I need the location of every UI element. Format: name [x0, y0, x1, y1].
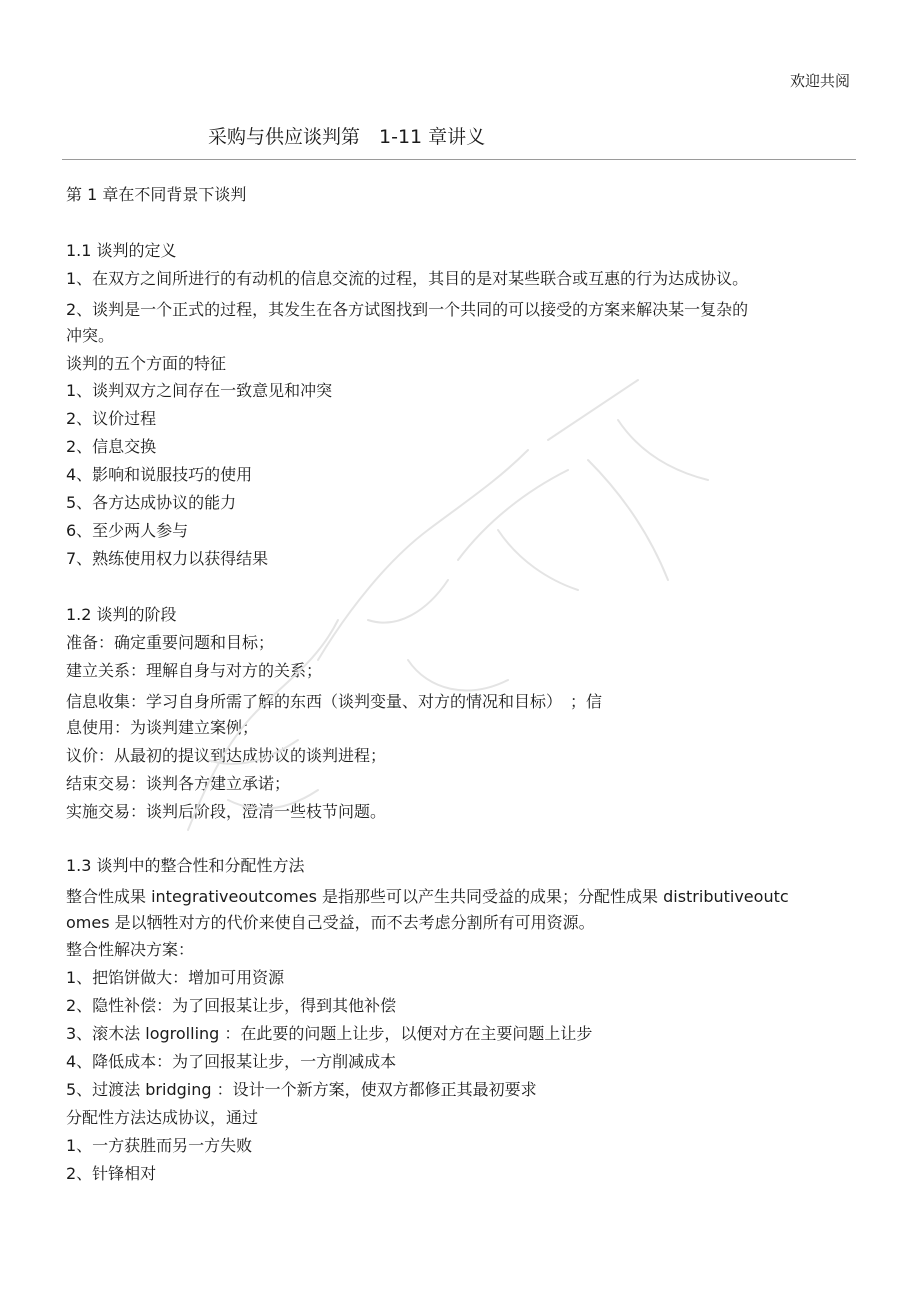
- subheading: 整合性解决方案：: [66, 940, 195, 959]
- text-line: 冲突。: [66, 326, 115, 345]
- header-note: 欢迎共阅: [789, 72, 850, 90]
- text-line: 结束交易：谈判各方建立承诺；: [66, 774, 291, 793]
- text-line: 1、在双方之间所进行的有动机的信息交流的过程，其目的是对某些联合或互惠的行为达成协议。: [66, 269, 749, 288]
- list-item: 4、影响和说服技巧的使用: [66, 465, 253, 484]
- chapter-heading: 第 1 章在不同背景下谈判: [66, 185, 247, 204]
- text-line: 信息收集：学习自身所需了解的东西（谈判变量、对方的情况和目标） ；信: [66, 692, 603, 711]
- text-line: 准备：确定重要问题和目标；: [66, 633, 275, 652]
- text-line: omes 是以牺牲对方的代价来使自己受益，而不去考虑分割所有可用资源。: [66, 913, 595, 932]
- list-item: 4、降低成本：为了回报某让步，一方削减成本: [66, 1052, 397, 1071]
- section-heading-1-1: 1.1 谈判的定义: [66, 241, 177, 260]
- text-line: 2、谈判是一个正式的过程，其发生在各方试图找到一个共同的可以接受的方案来解决某一复杂的: [66, 300, 749, 319]
- list-item: 2、议价过程: [66, 409, 157, 428]
- list-item: 2、隐性补偿：为了回报某让步，得到其他补偿: [66, 996, 397, 1015]
- list-item: 2、信息交换: [66, 437, 157, 456]
- subheading: 分配性方法达成协议，通过: [66, 1108, 259, 1127]
- list-item: 7、熟练使用权力以获得结果: [66, 549, 269, 568]
- text-line: 建立关系：理解自身与对方的关系；: [66, 661, 323, 680]
- list-item: 1、把馅饼做大：增加可用资源: [66, 968, 285, 987]
- text-line: 整合性成果 integrativeoutcomes 是指那些可以产生共同受益的成果；分配性成果 distributiveoutc: [66, 887, 789, 906]
- list-item: 5、各方达成协议的能力: [66, 493, 237, 512]
- subheading: 谈判的五个方面的特征: [66, 354, 227, 373]
- text-line: 实施交易：谈判后阶段，澄清一些枝节问题。: [66, 802, 387, 821]
- title-divider: [62, 159, 856, 160]
- handwritten-watermark-icon: [168, 360, 728, 840]
- list-item: 5、过渡法 bridging ：设计一个新方案，使双方都修正其最初要求: [66, 1080, 537, 1099]
- text-line: 议价：从最初的提议到达成协议的谈判进程；: [66, 746, 387, 765]
- section-heading-1-3: 1.3 谈判中的整合性和分配性方法: [66, 856, 305, 875]
- list-item: 3、滚木法 logrolling ：在此要的问题上让步，以便对方在主要问题上让步: [66, 1024, 593, 1043]
- list-item: 1、一方获胜而另一方失败: [66, 1136, 253, 1155]
- text-line: 息使用：为谈判建立案例；: [66, 718, 259, 737]
- section-heading-1-2: 1.2 谈判的阶段: [66, 605, 177, 624]
- list-item: 2、针锋相对: [66, 1164, 157, 1183]
- list-item: 6、至少两人参与: [66, 521, 189, 540]
- list-item: 1、谈判双方之间存在一致意见和冲突: [66, 381, 333, 400]
- document-title: 采购与供应谈判第 1-11 章讲义: [208, 126, 486, 148]
